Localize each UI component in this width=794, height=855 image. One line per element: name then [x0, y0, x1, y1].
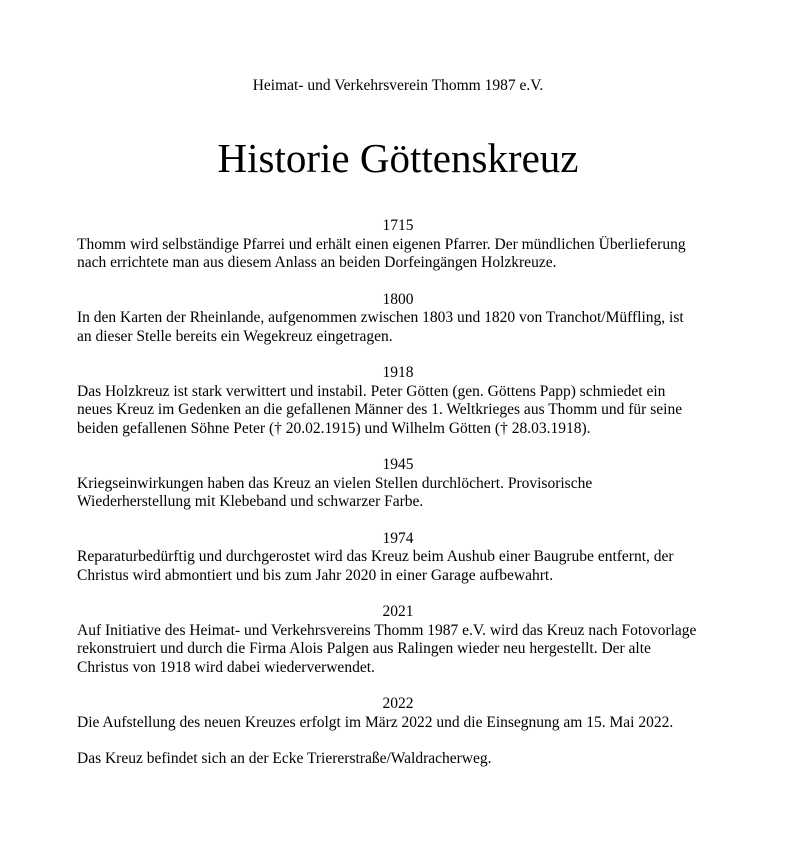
entry-text-line: beiden gefallenen Söhne Peter († 20.02.1915) und Wilhelm Götten († 28.03.1918). — [77, 419, 591, 437]
entry-year: 1715 — [382, 217, 414, 234]
entry-text-line: Christus wird abmontiert und bis zum Jahr 2020 in einer Garage aufbewahrt. — [77, 566, 554, 584]
entry-text-line: Auf Initiative des Heimat- und Verkehrsvereins Thomm 1987 e.V. wird das Kreuz nach Fotovorlage — [77, 621, 697, 639]
entry-text-line: neues Kreuz im Gedenken an die gefallenen Männer des 1. Weltkrieges aus Thomm und für seine — [77, 401, 683, 418]
history-entry-2021 — [77, 603, 727, 677]
entry-text-line: Das Holzkreuz ist stark verwittert und instabil. Peter Götten (gen. Göttens Papp) schmiedet ein — [77, 382, 666, 400]
entry-text-line: Die Aufstellung des neuen Kreuzes erfolgt im März 2022 und die Einsegnung am 15. Mai 2022. — [77, 713, 674, 731]
entry-year: 2022 — [382, 695, 414, 712]
history-entry-1800 — [77, 291, 727, 347]
entry-text — [77, 548, 727, 585]
history-entry-1918 — [77, 364, 727, 438]
entry-text-line: Christus von 1918 wird dabei wiederverwendet. — [77, 658, 375, 676]
history-entry-1974 — [77, 530, 727, 586]
entry-text — [77, 236, 727, 273]
entry-text-line: Wiederherstellung mit Klebeband und schwarzer Farbe. — [77, 493, 424, 510]
history-entries — [77, 217, 727, 769]
entry-text-line: nach errichtete man aus diesem Anlass an beiden Dorfeingängen Holzkreuze. — [77, 254, 557, 271]
entry-text-line: an dieser Stelle bereits ein Wegekreuz eingetragen. — [77, 327, 393, 345]
entry-text — [77, 383, 727, 439]
entry-text-line: Thomm wird selbständige Pfarrei und erhält einen eigenen Pfarrer. Der mündlichen Überlieferung — [77, 235, 686, 253]
entry-text — [77, 622, 727, 678]
location-note: Das Kreuz befindet sich an der Ecke Triererstraße/Waldracherweg. — [77, 750, 492, 767]
entry-year: 1974 — [382, 529, 414, 547]
entry-text-line: Kriegseinwirkungen haben das Kreuz an vielen Stellen durchlöchert. Provisorische — [77, 474, 593, 492]
entry-text-line: In den Karten der Rheinlande, aufgenommen zwischen 1803 und 1820 von Tranchot/Müffling, ist — [77, 309, 684, 326]
entry-text — [77, 714, 727, 733]
entry-year: 1918 — [382, 364, 414, 381]
page-title: Historie Göttenskreuz — [217, 135, 579, 181]
entry-year: 1800 — [382, 290, 414, 308]
entry-text — [77, 309, 727, 346]
history-entry-1945 — [77, 456, 727, 512]
history-entry-2022 — [77, 695, 727, 732]
entry-year: 1945 — [382, 456, 414, 473]
history-entry-1715 — [77, 217, 727, 273]
entry-text — [77, 475, 727, 512]
entry-text-line: rekonstruiert und durch die Firma Alois Palgen aus Ralingen wieder neu hergestellt. Der alte — [77, 640, 651, 657]
entry-year: 2021 — [382, 603, 414, 620]
entry-text-line: Reparaturbedürftig und durchgerostet wird das Kreuz beim Aushub einer Baugrube entfernt, der — [77, 548, 674, 565]
organization-name: Heimat- und Verkehrsverein Thomm 1987 e.V. — [252, 77, 544, 94]
